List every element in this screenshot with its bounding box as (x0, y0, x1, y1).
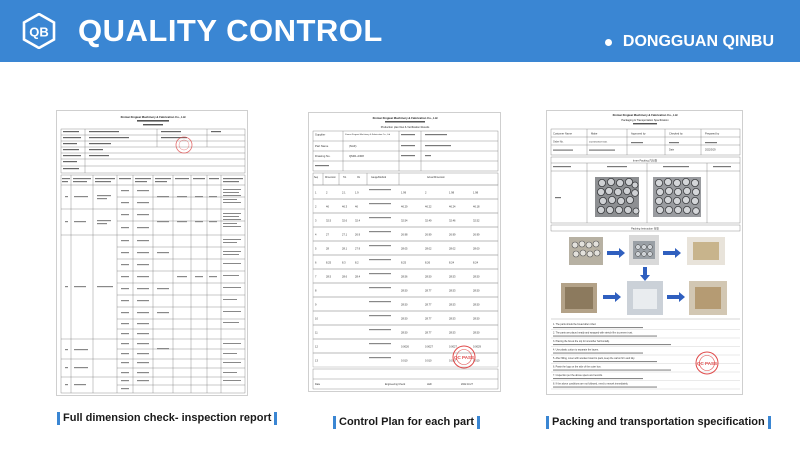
caption-bar-left (333, 416, 336, 429)
table-cell: 32.5 (326, 219, 332, 223)
checked-by-label: Checked by (669, 132, 683, 136)
control-plan-sheet (309, 113, 501, 392)
inspection-report-sheet (57, 111, 248, 396)
make-label: Make (591, 132, 598, 136)
packing-spec-document (546, 110, 743, 395)
table-cell: 9 (315, 303, 317, 307)
table-cell: 32.54 (401, 219, 408, 223)
logo-text: QB (29, 24, 49, 40)
table-cell: 27.1 (342, 233, 348, 237)
table-cell: 28.05 (401, 247, 408, 251)
footer-date-value: 2022.10.27 (461, 383, 473, 386)
table-cell: 0.0027 (425, 345, 433, 349)
qc-pass-stamp-icon (453, 346, 475, 368)
supplier-label: Supplier (315, 132, 326, 137)
table-cell: 0.0026 (401, 345, 409, 349)
control-plan-company-header: Xinmai Xingwei Machinery & Fabrication Co., Ltd (372, 116, 438, 120)
supplier-value: Xinmai Xingwei Machinery & Fabrication Co., Ltd (345, 134, 391, 136)
table-cell: 26.98 (401, 233, 408, 237)
table-cell: 8 (315, 289, 317, 293)
table-cell: 46.18 (473, 205, 480, 209)
table-cell: 28.50 (401, 289, 408, 293)
table-cell: 8.24 (449, 261, 455, 265)
table-cell: 32.46 (449, 219, 456, 223)
col-actual: Actual Dimension (427, 177, 445, 179)
table-cell: 0.010 (473, 359, 480, 363)
table-cell: 2 (315, 205, 317, 209)
table-cell: 0.010 (449, 359, 456, 363)
table-cell: 1.98 (473, 191, 479, 195)
table-cell: 5 (315, 247, 317, 251)
footer-engineering-label: Engineering Check (385, 383, 406, 386)
table-cell: 28.50 (473, 303, 480, 307)
company-logo-icon (21, 13, 57, 49)
table-cell: 13 (315, 359, 318, 363)
table-cell: 11 (315, 331, 318, 335)
gauge-method-text (369, 329, 391, 330)
table-cell: 6 (315, 261, 317, 265)
drawing-no-label: Drawing No. (315, 154, 331, 158)
table-cell: 1.99 (401, 191, 407, 195)
table-cell: 28.53 (449, 331, 456, 335)
prepared-by-label: Prepared by (705, 132, 720, 136)
table-cell: 8.26 (425, 261, 431, 265)
packing-step-translation (553, 370, 671, 371)
table-cell: 0.0029 (473, 345, 481, 349)
caption-packing-spec (546, 415, 771, 429)
table-cell: 1.98 (449, 191, 455, 195)
table-cell: 2 (425, 191, 427, 195)
table-cell: 28.5 (326, 275, 332, 279)
company-name-text: DONGGUAN QINBU (622, 33, 774, 50)
table-cell: 28.56 (401, 275, 408, 279)
table-cell: 28.02 (449, 247, 456, 251)
gauge-method-text (369, 231, 391, 232)
control-plan-document (308, 112, 501, 392)
drawing-no-value: QM01-2308 (349, 154, 364, 158)
table-cell: 28.4 (355, 275, 361, 279)
table-cell: 28.77 (425, 331, 432, 335)
customer-name-label: Customer Name (553, 132, 572, 136)
date-label: Date (669, 148, 675, 152)
packing-step-translation (553, 336, 657, 337)
packing-step: 2. The parts are placed neatly and wrapped with stretch film to prevent rust. (553, 331, 633, 335)
table-cell: 28.50 (473, 317, 480, 321)
date-value: 2022/5/29 (705, 148, 716, 152)
table-cell: 46 (355, 205, 358, 209)
caption-packing-spec-text: Packing and transportation specification (552, 416, 765, 428)
approved-by-label: Approved by (631, 132, 646, 136)
packing-step: 3. Placing the bra at the top for smoother horizontally. (553, 340, 610, 343)
order-no-label: Order No. (553, 140, 564, 144)
header-banner (0, 0, 800, 62)
gauge-method-text (369, 217, 391, 218)
caption-bar-right (274, 412, 277, 425)
gauge-method-text (369, 287, 391, 288)
table-cell: 28.53 (449, 275, 456, 279)
gauge-method-text (369, 245, 391, 246)
table-cell: 28.77 (425, 289, 432, 293)
table-cell: 26.99 (449, 233, 456, 237)
packing-step-translation (553, 344, 671, 345)
gauge-method-text (369, 189, 391, 190)
table-cell: 26.99 (425, 233, 432, 237)
bullet-dot-icon (605, 39, 612, 46)
qc-stamp-text: QC PASS (454, 354, 474, 360)
table-cell: 0.0027 (449, 345, 457, 349)
caption-bar-left (546, 416, 549, 429)
gauge-method-text (369, 357, 391, 358)
table-cell: 46.24 (449, 205, 456, 209)
packing-step: 4. Use plastic cotton to separate the layers. (553, 348, 599, 352)
table-cell: 46.29 (401, 205, 408, 209)
table-cell: 12 (315, 345, 318, 349)
table-cell: 28.77 (425, 317, 432, 321)
gauge-method-text (369, 315, 391, 316)
packing-spec-sheet (547, 111, 743, 395)
caption-control-plan-text: Control Plan for each part (339, 416, 475, 428)
caption-control-plan (333, 415, 480, 429)
col-ok: Ok (357, 177, 360, 179)
table-cell: 46.22 (425, 205, 432, 209)
gauge-method-text (369, 273, 391, 274)
table-cell: 26.9 (355, 233, 361, 237)
gauge-method-text (369, 343, 391, 344)
col-tol: Tol. (343, 177, 347, 179)
packing-steps (551, 323, 740, 389)
packing-step-translation (553, 378, 643, 379)
table-cell: 2 (326, 191, 328, 195)
report-company-header: Xinmai Xingwei Machinery & Fabrication Co., Ltd (120, 115, 186, 119)
part-name-value: (NAF) (349, 144, 357, 148)
table-cell: 28.53 (449, 303, 456, 307)
table-cell: 1 (315, 191, 317, 195)
packing-step-translation (553, 353, 643, 354)
packing-step: 7. Inspection per the above specs and records. (553, 374, 603, 377)
table-cell: 28.6 (342, 275, 348, 279)
table-cell: 8.2 (355, 261, 359, 265)
table-cell: 32.4 (355, 219, 361, 223)
table-cell: 32.6 (342, 219, 348, 223)
table-cell: 27.9 (355, 247, 361, 251)
table-cell: 8.24 (473, 261, 479, 265)
inner-packing-title: Inner Packing 內包裝 (632, 159, 658, 163)
table-cell: 8.3 (342, 261, 346, 265)
part-name-label: Part Name (315, 144, 329, 148)
packing-step-translation (553, 327, 643, 328)
caption-bar-left (57, 412, 60, 425)
gauge-method-text (369, 259, 391, 260)
table-cell: 8.25 (326, 261, 332, 265)
gauge-method-text (369, 301, 391, 302)
table-cell: 28.50 (473, 275, 480, 279)
packing-step: 8. If the above conditions are not followed, need to rework immediately. (553, 382, 629, 386)
packing-step: 5. After filling, cover with wooden board to pack, keep the carton firm and tidy. (553, 357, 635, 360)
parts-photo-1 (595, 177, 639, 217)
packing-company-header: Xinmai Xingwei Machinery & Fabrication Co., Ltd (612, 113, 678, 117)
table-cell: 28.53 (449, 317, 456, 321)
table-cell: 4 (315, 233, 317, 237)
table-cell: 32.49 (425, 219, 432, 223)
table-cell: 46.3 (342, 205, 348, 209)
table-cell: 26.99 (473, 233, 480, 237)
table-cell: 28 (326, 247, 329, 251)
table-cell: 7 (315, 275, 317, 279)
table-cell: 1.9 (355, 191, 359, 195)
table-cell: 27 (326, 233, 329, 237)
table-cell: 8.25 (401, 261, 407, 265)
packing-step: 6. Paste the logo on the side of the outer box. (553, 365, 602, 369)
table-cell: 28.02 (425, 247, 432, 251)
table-cell: 28.50 (401, 317, 408, 321)
parts-photo-2 (653, 177, 701, 217)
footer-date-label: Date (315, 383, 321, 386)
order-no-value: 2022050301T0001 (589, 141, 608, 144)
page-title: QUALITY CONTROL (78, 13, 383, 48)
company-name (605, 32, 774, 52)
col-gauge: Gauge/Method (371, 177, 387, 179)
table-cell: 28.50 (401, 303, 408, 307)
table-cell: 28.77 (425, 303, 432, 307)
table-cell: 10 (315, 317, 318, 321)
table-cell: 46 (326, 205, 329, 209)
qc-stamp-2-text: QC PASS (697, 360, 717, 366)
gauge-method-text (369, 203, 391, 204)
packing-subtitle: Packaging & Transportation Specification (621, 119, 669, 122)
packing-instruction-title: Packing Instruction 包裝 (631, 227, 659, 231)
packing-photos (561, 235, 727, 315)
table-cell: 28.1 (342, 247, 348, 251)
table-cell: 0.010 (425, 359, 432, 363)
caption-inspection-report (57, 411, 277, 425)
table-cell: 28.50 (401, 331, 408, 335)
control-plan-subtitle: Production plan flow & Verification Results (380, 126, 430, 129)
table-cell: 28.50 (473, 289, 480, 293)
table-cell: 28.53 (449, 289, 456, 293)
control-plan-rows (313, 185, 498, 367)
table-cell: 0.010 (401, 359, 408, 363)
packing-step: 1. The parts should be bread after rolled. (553, 323, 597, 326)
col-dimension: Dimension (325, 177, 336, 179)
footer-engineering-value: LED (427, 383, 432, 386)
table-cell: 2.1 (342, 191, 346, 195)
inspection-report-document (56, 110, 248, 396)
packing-step-translation (553, 387, 657, 388)
table-cell: 32.52 (473, 219, 480, 223)
table-cell: 28.50 (473, 331, 480, 335)
table-cell: 28.50 (425, 275, 432, 279)
qc-pass-stamp-2-icon (696, 352, 718, 374)
caption-bar-right (768, 416, 771, 429)
col-seq: Seq (314, 177, 319, 179)
packing-step-translation (553, 361, 657, 362)
table-cell: 28.00 (473, 247, 480, 251)
caption-inspection-report-text: Full dimension check- inspection report (63, 412, 272, 424)
caption-bar-right (477, 416, 480, 429)
table-cell: 3 (315, 219, 317, 223)
